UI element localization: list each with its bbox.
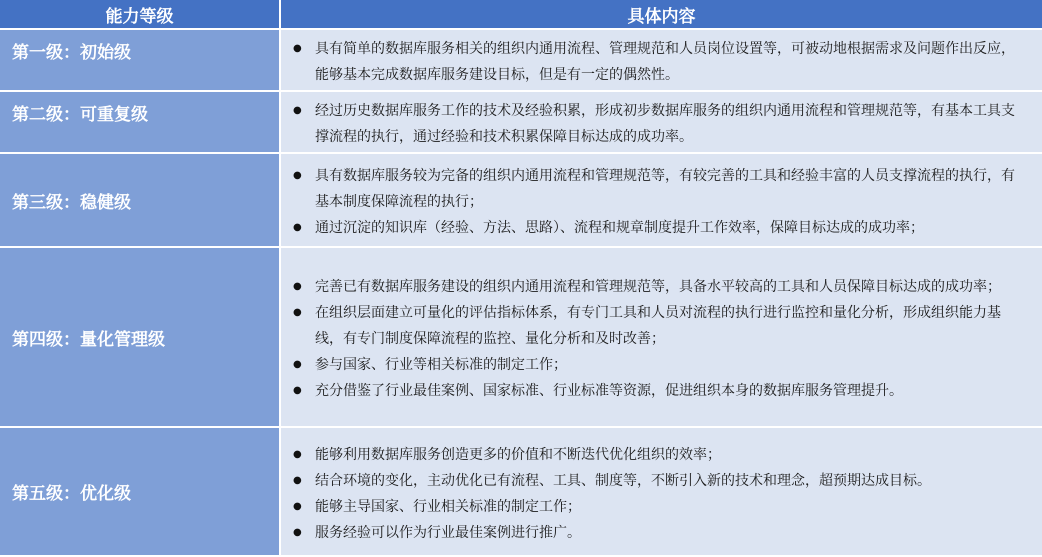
list-item	[291, 274, 1028, 300]
list-item	[291, 300, 1028, 352]
bullet-icon: ●	[293, 359, 302, 370]
list-item	[291, 494, 1028, 520]
bullet-icon: ●	[293, 500, 302, 512]
list-item	[291, 215, 1028, 241]
level-2-content	[281, 92, 1042, 154]
level-4-content	[281, 248, 1042, 428]
level-1-content	[281, 30, 1042, 92]
item-text: 参与国家、行业等相关标准的制定工作；	[315, 357, 567, 373]
list-item	[291, 36, 1028, 88]
list-item	[291, 378, 1028, 404]
list-item	[291, 520, 1028, 546]
item-text: 充分借鉴了行业最佳案例、国家标准、行业标准等资源，促进组织本身的数据库服务管理提升。	[315, 383, 903, 399]
level-2-label: 第二级：可重复级	[0, 92, 281, 154]
bullet-icon: ●	[293, 448, 302, 460]
item-text: 能够利用数据库服务创造更多的价值和不断迭代优化组织的效率；	[315, 446, 721, 463]
bullet-icon: ●	[293, 385, 302, 396]
bullet-icon: ●	[293, 281, 302, 292]
item-text: 经过历史数据库服务工作的技术及经验积累，形成初步数据库服务的组织内通用流程和管理规范等，有基本工具支撑流程的执行，通过经验和技术积累保障目标达成的成功率。	[315, 103, 1015, 145]
bullet-icon: ●	[293, 474, 302, 486]
item-text: 服务经验可以作为行业最佳案例进行推广。	[315, 524, 581, 541]
list-item	[291, 468, 1028, 494]
level-5-content	[281, 428, 1042, 557]
bullet-icon: ●	[293, 222, 302, 233]
list-item	[291, 163, 1028, 215]
item-text: 能够主导国家、行业相关标准的制定工作；	[315, 498, 581, 515]
item-text: 通过沉淀的知识库（经验、方法、思路）、流程和规章制度提升工作效率，保障目标达成的成功率；	[315, 220, 924, 236]
level-3-content	[281, 154, 1042, 248]
header-content-column: 具体内容	[281, 0, 1042, 30]
bullet-icon: ●	[293, 105, 302, 116]
bullet-icon: ●	[293, 170, 302, 181]
item-text: 具有简单的数据库服务相关的组织内通用流程、管理规范和人员岗位设置等，可被动地根据需求及问题作出反应，能够基本完成数据库服务建设目标，但是有一定的偶然性。	[315, 41, 1015, 83]
item-text: 结合环境的变化，主动优化已有流程、工具、制度等，不断引入新的技术和理念，超预期达成目标。	[315, 472, 931, 489]
level-5-label: 第五级：优化级	[0, 428, 281, 557]
item-text: 具有数据库服务较为完备的组织内通用流程和管理规范等，有较完善的工具和经验丰富的人员支撑流程的执行，有基本制度保障流程的执行；	[315, 168, 1015, 210]
item-text: 在组织层面建立可量化的评估指标体系，有专门工具和人员对流程的执行进行监控和量化分析，形成组织能力基线，有专门制度保障流程的监控、量化分析和及时改善；	[315, 305, 1001, 347]
bullet-icon: ●	[293, 307, 302, 318]
list-item	[291, 442, 1028, 468]
level-3-label: 第三级：稳健级	[0, 154, 281, 248]
list-item	[291, 352, 1028, 378]
list-item	[291, 98, 1028, 150]
level-4-label: 第四级：量化管理级	[0, 248, 281, 428]
bullet-icon: ●	[293, 43, 302, 54]
bullet-icon: ●	[293, 526, 302, 538]
item-text: 完善已有数据库服务建设的组织内通用流程和管理规范等，具备水平较高的工具和人员保障目标达成的成功率；	[315, 279, 1001, 295]
level-1-label: 第一级：初始级	[0, 30, 281, 92]
header-level-column: 能力等级	[0, 0, 281, 30]
